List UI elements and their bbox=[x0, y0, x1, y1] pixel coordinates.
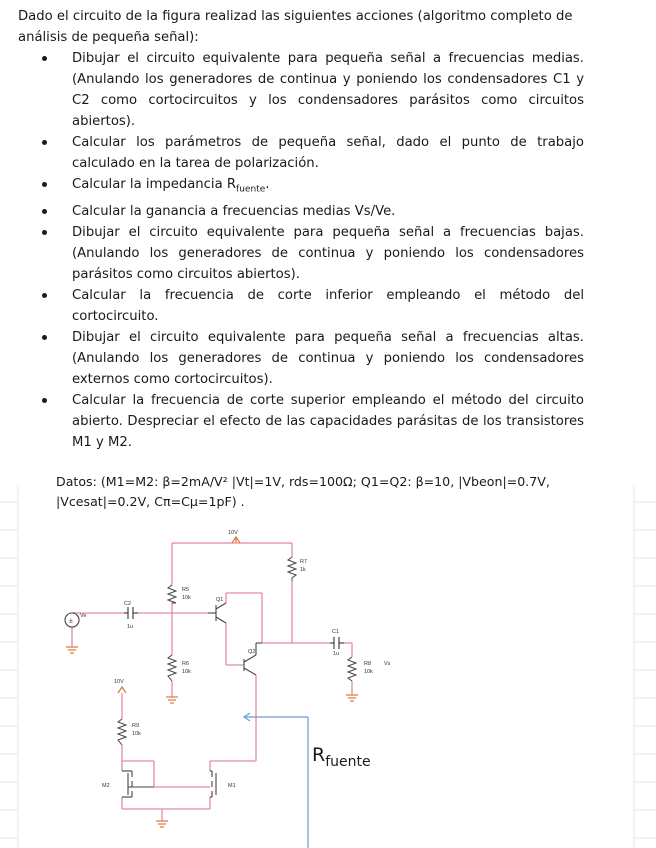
task-item: Calcular la ganancia a frecuencias medias Vs/Ve. bbox=[54, 201, 584, 222]
label-r8-value: 10k bbox=[364, 669, 373, 675]
label-q1: Q1 bbox=[216, 597, 224, 603]
datos-line-1: Datos: (M1=M2: β=2mA/V² |Vt|=1V, rds=100Ω; Q1=Q2: β=10, |Vbeon|=0.7V, bbox=[56, 474, 550, 489]
label-r5-value: 10k bbox=[182, 595, 191, 601]
rfuente-label: $R_{fuente}$ bbox=[312, 744, 371, 770]
label-r6-value: 10k bbox=[182, 669, 191, 675]
label-r9: R9 bbox=[132, 723, 140, 729]
label-r7-value: 1k bbox=[300, 567, 306, 573]
task-item: Dibujar el circuito equivalente para pequeña señal a frecuencias altas. (Anulando los generadores de continua y poniendo los condensadores externos como cortocircuitos). bbox=[54, 327, 584, 390]
label-m1: M1 bbox=[228, 783, 236, 789]
label-r6: R6 bbox=[182, 661, 190, 667]
task-item: Calcular la impedancia $R_{fuente}$. bbox=[54, 174, 584, 201]
label-c2: C2 bbox=[124, 601, 132, 607]
label-m2: M2 bbox=[102, 783, 110, 789]
task-item: Calcular los parámetros de pequeña señal, dado el punto de trabajo calculado en la tarea de polarización. bbox=[54, 132, 584, 174]
task-item: Calcular la frecuencia de corte inferior empleando el método del cortocircuito. bbox=[54, 285, 584, 327]
task-item: Dibujar el circuito equivalente para pequeña señal a frecuencias medias. (Anulando los generadores de continua y poniendo los condensadores C1 y C2 como cortocircuitos y los condensadores parásitos como circuitos abiertos). bbox=[54, 48, 584, 132]
label-c1-value: 1u bbox=[333, 651, 340, 657]
label-vdd-left: 10V bbox=[114, 679, 124, 685]
task-item: Calcular la frecuencia de corte superior empleando el método del circuito abierto. Despreciar el efecto de las capacidades parásitas de los transistores M1 y M2. bbox=[54, 390, 584, 453]
label-r5: R5 bbox=[182, 587, 190, 593]
label-c1: C1 bbox=[332, 629, 340, 635]
label-q2: Q2 bbox=[248, 649, 256, 655]
task-text: Calcular la impedancia bbox=[72, 177, 223, 192]
label-r7: R7 bbox=[300, 559, 308, 565]
label-ve: Ve bbox=[80, 613, 87, 619]
label-vdd-top: 10V bbox=[228, 530, 238, 536]
label-r9-value: 10k bbox=[132, 731, 141, 737]
label-r8: R8 bbox=[364, 661, 372, 667]
datos-line-2: |Vcesat|=0.2V, Cπ=Cμ=1pF) . bbox=[56, 494, 245, 509]
task-list bbox=[54, 48, 584, 453]
rfuente-inline: $R_{fuente}$ bbox=[226, 177, 266, 195]
intro-text: Dado el circuito de la figura realizad las siguientes acciones (algoritmo completo de análisis de pequeña señal): bbox=[18, 9, 573, 45]
circuit-diagram bbox=[0, 525, 656, 848]
label-vs: Vs bbox=[384, 661, 391, 667]
task-item: Dibujar el circuito equivalente para pequeña señal a frecuencias bajas. (Anulando los generadores de continua y poniendo los condensadores parásitos como circuitos abiertos). bbox=[54, 222, 584, 285]
label-c2-value: 1u bbox=[127, 624, 134, 630]
svg-text:±: ± bbox=[69, 618, 73, 625]
